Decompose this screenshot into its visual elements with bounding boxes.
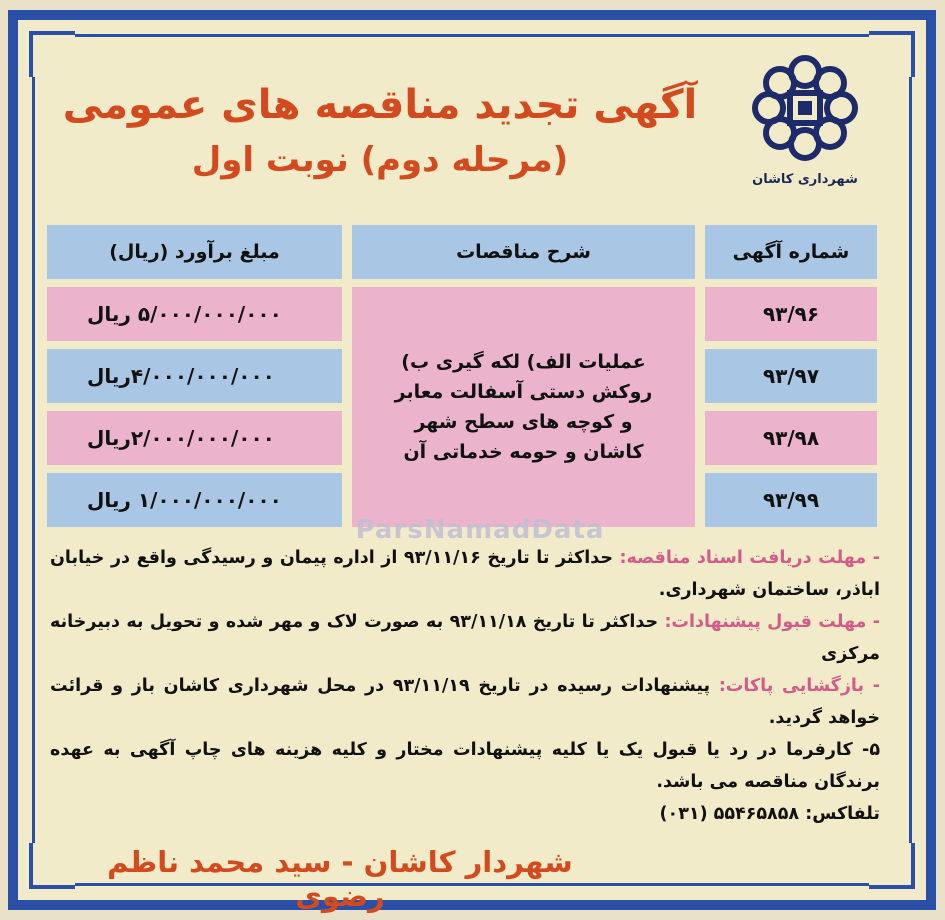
table-row-number: ۹۳/۹۸ [705,411,877,465]
note-employer: ۵- کارفرما در رد یا قبول یک یا کلیه پیشنهادات مختار و کلیه هزینه های چاپ آگهی به عهده برندگان مناقصه می باشد. [50,740,880,792]
frame-corner [869,843,915,889]
table-row-number: ۹۳/۹۷ [705,349,877,403]
table-row-amount: ۴/۰۰۰/۰۰۰/۰۰۰ریال [47,349,342,403]
header-description: شرح مناقصات [352,225,695,279]
note-opening [50,670,880,734]
page-title: آگهی تجدید مناقصه های عمومی [62,82,698,128]
note-text: پیشنهادات رسیده در تاریخ ۹۳/۱۱/۱۹ در محل شهرداری کاشان باز و قرائت خواهد گردید. [50,676,880,728]
note-label: - مهلت دریافت اسناد مناقصه: [619,548,880,568]
watermark: ParsNamadData [355,515,605,545]
star-emblem-icon [745,48,865,168]
header-estimated-amount: مبلغ برآورد (ریال) [47,225,342,279]
page-subtitle: (مرحله دوم) نوبت اول [191,140,569,180]
note-proposal-deadline [50,606,880,670]
note-text: حداکثر تا تاریخ ۹۳/۱۱/۱۸ به صورت لاک و مهر شده و تحویل به دبیرخانه مرکزی [50,612,880,664]
frame-corner [29,31,75,77]
note-text: حداکثر تا تاریخ ۹۳/۱۱/۱۶ از اداره پیمان و رسیدگی واقع در خیابان اباذر، ساختمان شهرداری. [50,548,880,600]
fax-number: تلفاکس: ۵۵۴۶۵۸۵۸ (۰۳۱) [659,804,880,824]
note-document-deadline [50,542,880,606]
table-row-number: ۹۳/۹۶ [705,287,877,341]
table-row-number: ۹۳/۹۹ [705,473,877,527]
table-row-amount: ۲/۰۰۰/۰۰۰/۰۰۰ریال [47,411,342,465]
table-row-amount: ۵/۰۰۰/۰۰۰/۰۰۰ ریال [47,287,342,341]
note-label: - بازگشایی پاکات: [718,676,880,696]
frame-corner [869,31,915,77]
municipality-logo [735,48,875,208]
tender-table [47,225,877,528]
logo-caption: شهرداری کاشان [752,172,858,187]
header-announcement-number: شماره آگهی [705,225,877,279]
tender-description: عملیات الف) لکه گیری ب) روکش دستی آسفالت معابر و کوچه های سطح شهر کاشان و حومه خدماتی آن [352,287,695,527]
tender-notes [50,542,880,830]
signature: شهردار کاشان - سید محمد ناظم رضوی [107,845,573,913]
note-label: - مهلت قبول پیشنهادات: [664,612,880,632]
table-row-amount: ۱/۰۰۰/۰۰۰/۰۰۰ ریال [47,473,342,527]
